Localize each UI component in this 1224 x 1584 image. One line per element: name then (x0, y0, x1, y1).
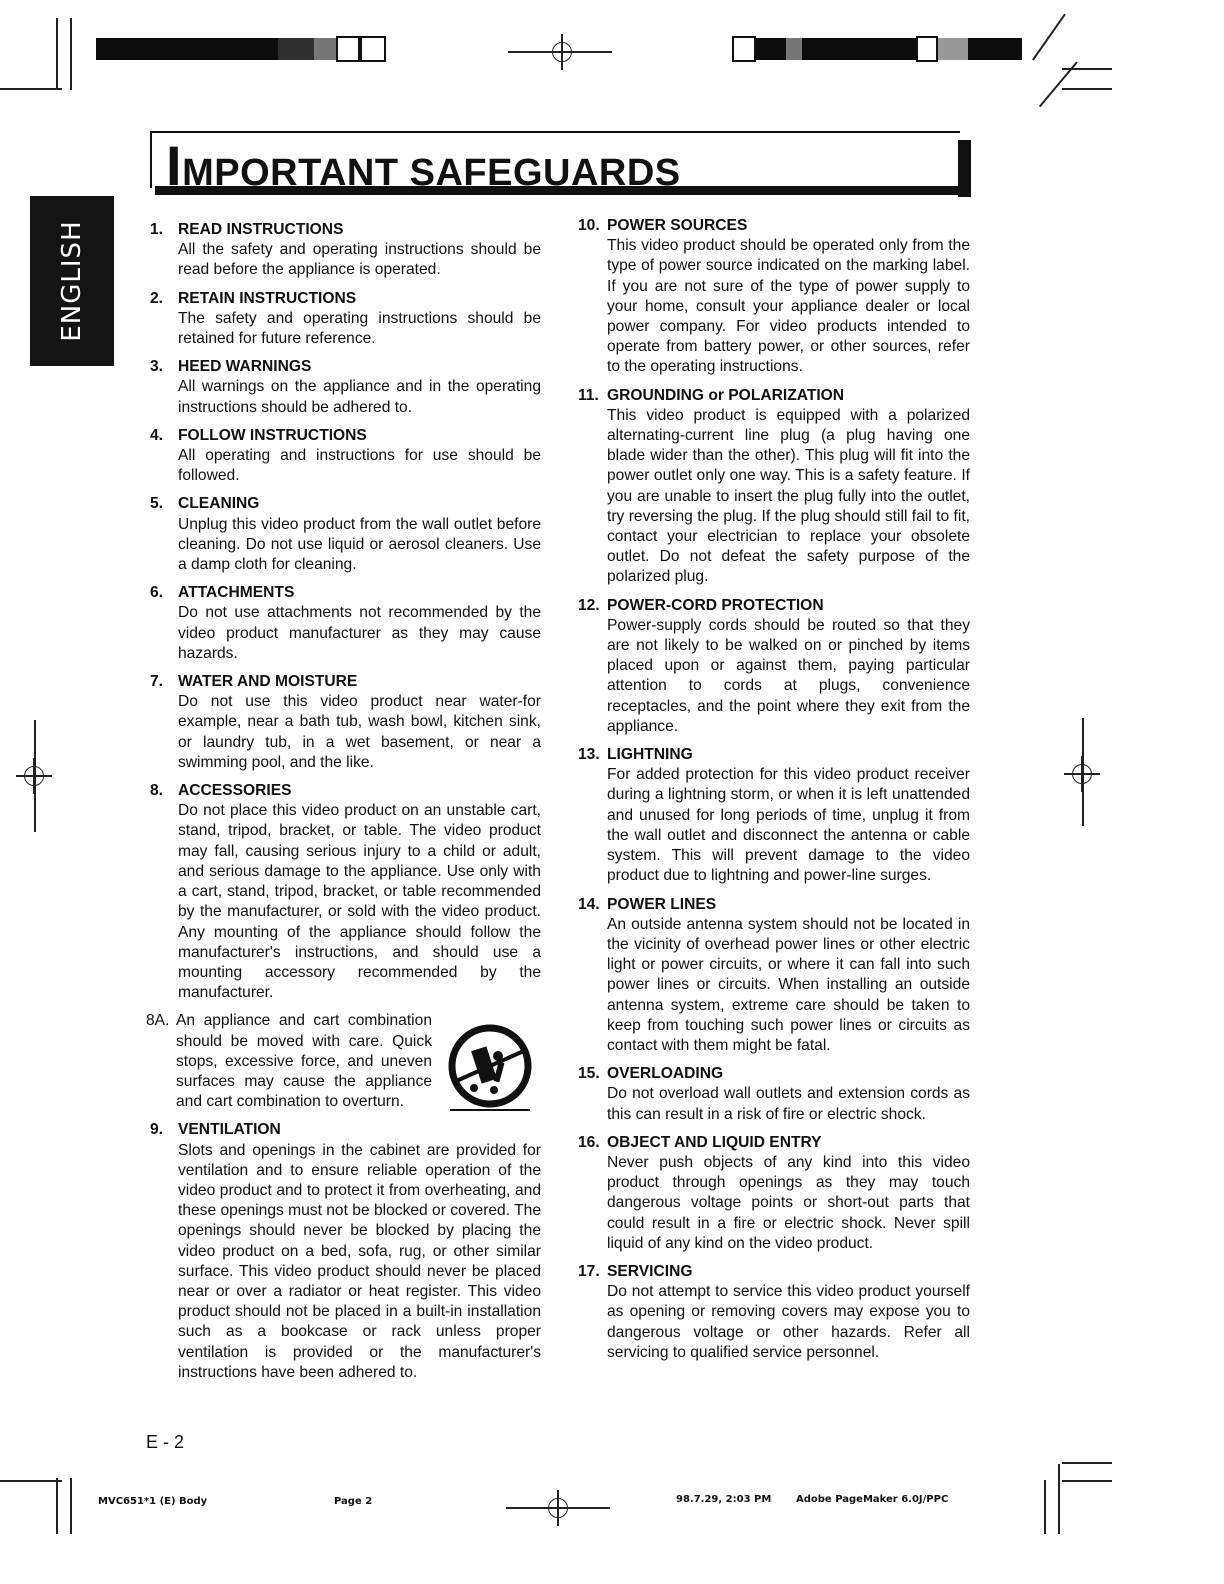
page-title (166, 133, 681, 198)
safeguard-item: 17. SERVICING Do not attempt to service this video product yourself as opening or removing covers may expose you to dangerous voltage or other hazards. Refer all servicing to qualified service personnel. (578, 1262, 970, 1363)
safeguard-item: 1. READ INSTRUCTIONS All the safety and operating instructions should be read before the appliance is operated. (146, 220, 541, 281)
item-body: Slots and openings in the cabinet are provided for ventilation and to ensure reliable operation of the video product and to protect it from overheating, and these openings must not be blocked or covered. The openings should never be blocked by placing the video product on a bed, sofa, rug, or other similar surface. This video product should never be placed near or over a radiator or heat register. This video product should not be placed in a built-in installation such as a bookcase or rack unless proper ventilation is provided or the manufacturer's instructions have been adhered to. (178, 1141, 541, 1381)
item-body: An appliance and cart combination should be moved with care. Quick stops, excessive force, and uneven surfaces may cause the appliance and cart combination to overturn. (176, 1012, 432, 1111)
item-heading: CLEANING (178, 495, 260, 513)
title-rest: MPORTANT SAFEGUARDS (182, 152, 681, 194)
cart-tip-over-warning-icon (440, 1022, 540, 1118)
registration-crosshair-icon (16, 758, 52, 794)
item-body: Do not use this video product near water-for example, near a bath tub, wash bowl, kitchen sink, or laundry tub, in a wet basement, or near a swimming pool, and the like. (178, 693, 541, 771)
safeguard-item: 3. HEED WARNINGS All warnings on the appliance and in the operating instructions should be adhered to. (146, 357, 541, 418)
registration-crosshair-icon (1064, 756, 1100, 792)
item-heading: WATER AND MOISTURE (178, 673, 358, 691)
item-body: Do not attempt to service this video product yourself as opening or removing covers may expose you to dangerous voltage or other hazards. Refer all servicing to qualified service personnel. (607, 1283, 970, 1361)
safeguard-item: 4. FOLLOW INSTRUCTIONS All operating and instructions for use should be followed. (146, 426, 541, 487)
safeguard-item: 10. POWER SOURCES This video product should be operated only from the type of power source indicated on the marking label. If you are not sure of the type of power supply to your home, consult your appliance dealer or local power company. For video products intended to operate from battery power, or other sources, refer to the operating instructions. (578, 216, 970, 378)
safeguard-item: 5. CLEANING Unplug this video product from the wall outlet before cleaning. Do not use liquid or aerosol cleaners. Use a damp cloth for cleaning. (146, 494, 541, 575)
registration-crosshair-icon (540, 1490, 576, 1526)
item-body: Do not use attachments not recommended by the video product manufacturer as they may cause hazards. (178, 604, 541, 662)
item-heading: READ INSTRUCTIONS (178, 221, 344, 238)
safeguard-item-8a: 8A. An appliance and cart combination should be moved with care. Quick stops, excessive force, and uneven surfaces may cause the appliance and cart combination to overturn. (146, 1011, 541, 1112)
item-heading: FOLLOW INSTRUCTIONS (178, 426, 367, 444)
item-heading: LIGHTNING (607, 746, 693, 764)
item-heading: OBJECT AND LIQUID ENTRY (607, 1133, 822, 1151)
item-body: Never push objects of any kind into this video product through openings as they may touch dangerous voltage points or short-out parts that could result in a fire or electric shock. Never spill liquid of any kind on the video product. (607, 1153, 970, 1252)
footer-page: Page 2 (334, 1496, 373, 1507)
left-column (146, 220, 541, 1391)
item-heading: OVERLOADING (607, 1065, 724, 1083)
item-body: All the safety and operating instructions should be read before the appliance is operated. (178, 241, 541, 279)
right-column (578, 216, 970, 1371)
safeguard-item: 11. GROUNDING or POLARIZATION This video product is equipped with a polarized alternating-current line plug (a plug having one blade wider than the other). This plug will fit into the power outlet only one way. This is a safety feature. If you are unable to insert the plug fully into the outlet, try reversing the plug. If the plug should still fail to fit, contact your electrician to replace your obsolete outlet. Do not defeat the safety purpose of the polarized plug. (578, 386, 970, 588)
safeguard-item: 2. RETAIN INSTRUCTIONS The safety and operating instructions should be retained for future reference. (146, 289, 541, 350)
registration-crosshair-icon (544, 34, 580, 70)
safeguard-item: 9. VENTILATION Slots and openings in the cabinet are provided for ventilation and to ensure reliable operation of the video product and to protect it from overheating, and these openings must not be blocked or covered. The openings should never be blocked by placing the video product on a bed, sofa, rug, or other similar surface. This video product should never be placed near or over a radiator or heat register. This video product should not be placed in a built-in installation such as a bookcase or rack unless proper ventilation is provided or the manufacturer's instructions have been adhered to. (146, 1120, 541, 1383)
title-initial: I (166, 134, 183, 197)
safeguard-item: 7. WATER AND MOISTURE Do not use this video product near water-for example, near a bath tub, wash bowl, kitchen sink, or laundry tub, in a wet basement, or near a swimming pool, and the like. (146, 672, 541, 773)
safeguard-item: 16. OBJECT AND LIQUID ENTRY Never push objects of any kind into this video product through openings as they may touch dangerous voltage points or short-out parts that could result in a fire or electric shock. Never spill liquid of any kind on the video product. (578, 1133, 970, 1254)
item-heading: GROUNDING or POLARIZATION (607, 386, 845, 404)
safeguard-item: 6. ATTACHMENTS Do not use attachments not recommended by the video product manufacturer as they may cause hazards. (146, 583, 541, 664)
item-heading: SERVICING (607, 1262, 693, 1280)
item-body: The safety and operating instructions should be retained for future reference. (178, 309, 541, 348)
item-body: For added protection for this video product receiver during a lightning storm, or when it is left unattended and unused for long periods of time, unplug it from the wall outlet and disconnect the antenna or cable system. This will prevent damage to the video product due to lightning and power-line surges. (607, 766, 970, 885)
safeguard-item: 12. POWER-CORD PROTECTION Power-supply cords should be routed so that they are not likely to be walked on or pinched by items placed upon or against them, paying particular attention to cords at plugs, convenience receptacles, and the point where they exit from the appliance. (578, 596, 970, 737)
safeguard-item: 13. LIGHTNING For added protection for this video product receiver during a lightning storm, or when it is left unattended and unused for long periods of time, unplug it from the wall outlet and disconnect the antenna or cable system. This will prevent damage to the video product due to lightning and power-line surges. (578, 745, 970, 886)
footer-file: MVC651*1 (E) Body (98, 1496, 208, 1507)
item-body: Unplug this video product from the wall outlet before cleaning. Do not use liquid or aerosol cleaners. Use a damp cloth for cleaning. (178, 515, 541, 574)
language-tab (30, 196, 114, 366)
safeguard-item: 15. OVERLOADING Do not overload wall outlets and extension cords as this can result in a risk of fire or electric shock. (578, 1064, 970, 1125)
footer-app: Adobe PageMaker 6.0J/PPC (796, 1494, 949, 1505)
item-heading: VENTILATION (178, 1121, 281, 1139)
item-body: Do not overload wall outlets and extension cords as this can result in a risk of fire or electric shock. (607, 1085, 970, 1123)
item-body: All operating and instructions for use should be followed. (178, 447, 541, 485)
item-heading: POWER LINES (607, 895, 717, 913)
item-body: All warnings on the appliance and in the operating instructions should be adhered to. (178, 378, 541, 416)
item-heading: RETAIN INSTRUCTIONS (178, 289, 357, 307)
item-heading: HEED WARNINGS (178, 358, 312, 376)
page-number: E - 2 (146, 1432, 185, 1452)
item-body: Power-supply cords should be routed so that they are not likely to be walked on or pinched by items placed upon or against them, paying particular attention to cords at plugs, convenience receptacles, and the point where they exit from the appliance. (607, 616, 970, 735)
safeguard-item: 14. POWER LINES An outside antenna system should not be located in the vicinity of overhead power lines or other electric light or power circuits, or where it can fall into such power lines or circuits. When installing an outside antenna system, extreme care should be taken to keep from touching such power lines or circuits as contact with them might be fatal. (578, 895, 970, 1057)
footer-timestamp: 98.7.29, 2:03 PM (676, 1494, 772, 1505)
item-heading: POWER SOURCES (607, 217, 748, 234)
item-heading: ACCESSORIES (178, 782, 292, 800)
item-body: This video product should be operated only from the type of power source indicated on the marking label. If you are not sure of the type of power supply to your home, consult your appliance dealer or local power company. For video products intended to operate from battery power, or other sources, refer to the operating instructions. (607, 237, 970, 376)
item-body: Do not place this video product on an unstable cart, stand, tripod, bracket, or table. The video product may fall, causing serious injury to a child or adult, and serious damage to the appliance. Use only with a cart, stand, tripod, bracket, or table recommended by the manufacturer, or sold with the video product. Any mounting of the appliance should follow the manufacturer's instructions, and should use a mounting accessory recommended by the manufacturer. (178, 802, 541, 1002)
item-heading: ATTACHMENTS (178, 584, 295, 602)
item-heading: POWER-CORD PROTECTION (607, 596, 824, 614)
language-tab-label: ENGLISH (57, 220, 87, 342)
item-body: This video product is equipped with a polarized alternating-current line plug (a plug having one blade wider than the other). This plug will fit into the power outlet only one way. This is a safety feature. If you are unable to insert the plug fully into the outlet, try reversing the plug. If the plug should still fail to fit, contact your electrician to replace your obsolete outlet. Do not defeat the safety purpose of the polarized plug. (607, 406, 970, 586)
item-body: An outside antenna system should not be located in the vicinity of overhead power lines or other electric light or power circuits, or where it can fall into such power lines or circuits. When installing an outside antenna system, extreme care should be taken to keep from touching such power lines or circuits as contact with them might be fatal. (607, 915, 970, 1054)
safeguard-item: 8. ACCESSORIES Do not place this video product on an unstable cart, stand, tripod, bracket, or table. The video product may fall, causing serious injury to a child or adult, and serious damage to the appliance. Use only with a cart, stand, tripod, bracket, or table recommended by the manufacturer, or sold with the video product. Any mounting of the appliance should follow the manufacturer's instructions, and should use a mounting accessory recommended by the manufacturer. (146, 781, 541, 1003)
